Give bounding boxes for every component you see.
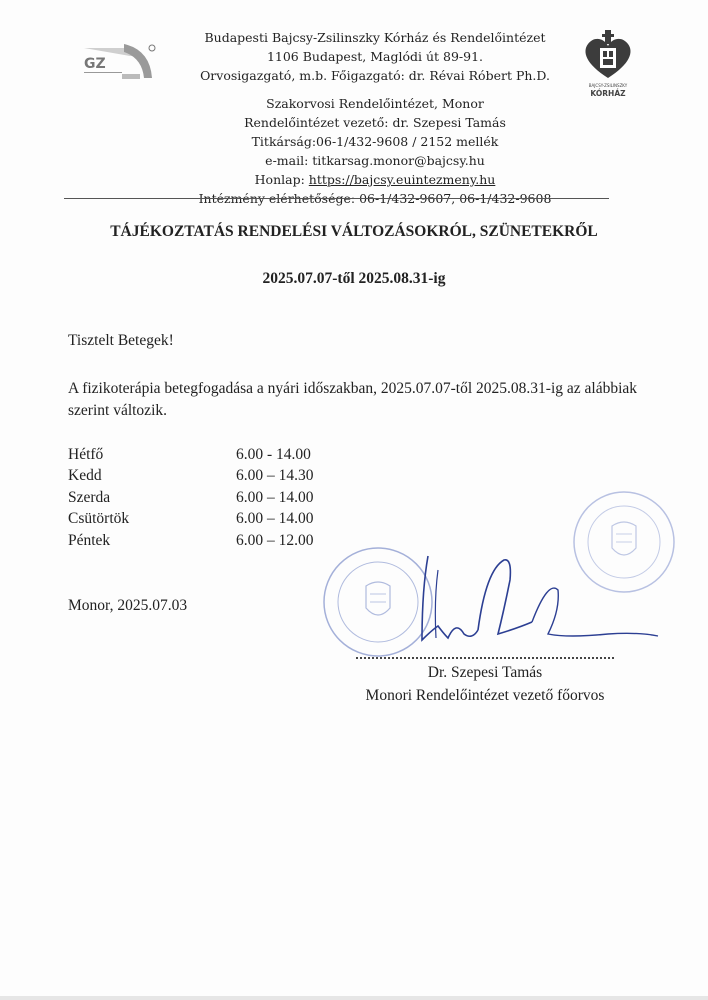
handwritten-signature <box>408 550 668 660</box>
header-divider <box>64 198 609 199</box>
schedule-row <box>68 509 314 531</box>
place-and-date: Monor, 2025.07.03 <box>68 597 188 614</box>
hospital-heart-logo <box>578 28 638 100</box>
organization-name: Budapesti Bajcsy-Zsilinszky Kórház és Rendelőintézet <box>204 30 546 45</box>
schedule-hours: 6.00 – 14.00 <box>236 510 314 528</box>
schedule-hours: 6.00 – 12.00 <box>236 531 314 549</box>
organization-address: 1106 Budapest, Maglódi út 89-91. <box>266 49 484 64</box>
gz-logo <box>80 42 158 82</box>
schedule-hours: 6.00 – 14.00 <box>236 488 314 506</box>
schedule-day: Kedd <box>68 467 102 485</box>
notice-period: 2025.07.07-től 2025.08.31-ig <box>262 270 446 287</box>
schedule-table <box>68 444 314 552</box>
website-label: Honlap: <box>254 172 309 187</box>
notice-title: TÁJÉKOZTATÁS RENDELÉSI VÁLTOZÁSOKRÓL, SZÜNETEKRŐL <box>110 223 598 240</box>
logo-small-text: BAJCSY-ZSILINSZKY <box>588 83 628 88</box>
schedule-hours: 6.00 – 14.30 <box>236 467 314 485</box>
greeting: Tisztelt Betegek! <box>68 332 174 349</box>
unit-name: Szakorvosi Rendelőintézet, Monor <box>266 96 484 111</box>
schedule-day: Hétfő <box>68 445 104 463</box>
contact-line: Intézmény elérhetősége: 06-1/432-9607, 06-1/432-9608 <box>198 191 552 206</box>
secretariat-phone: Titkárság:06-1/432-9608 / 2152 mellék <box>251 134 499 149</box>
signature-line <box>356 645 614 659</box>
schedule-row <box>68 530 314 552</box>
signer-title: Monori Rendelőintézet vezető főorvos <box>365 687 605 704</box>
schedule-row <box>68 444 314 466</box>
unit-head: Rendelőintézet vezető: dr. Szepesi Tamás <box>244 115 506 130</box>
logo-korhaz-text: KÓRHÁZ <box>590 89 626 98</box>
website-line <box>160 170 590 189</box>
scan-edge <box>0 996 708 1000</box>
schedule-hours: 6.00 - 14.00 <box>236 445 311 463</box>
email-line: e-mail: titkarsag.monor@bajcsy.hu <box>265 153 485 168</box>
schedule-row <box>68 466 314 488</box>
gz-logo-text: GZ <box>84 56 106 72</box>
letterhead <box>160 28 590 208</box>
schedule-day: Péntek <box>68 531 111 549</box>
website-link[interactable]: https://bajcsy.euintezmeny.hu <box>308 172 496 187</box>
schedule-row <box>68 487 314 509</box>
directors-line: Orvosigazgató, m.b. Főigazgató: dr. Révai Róbert Ph.D. <box>200 68 550 83</box>
schedule-day: Csütörtök <box>68 510 130 528</box>
signer-name: Dr. Szepesi Tamás <box>427 664 543 681</box>
schedule-day: Szerda <box>68 488 111 506</box>
notice-paragraph: A fizikoterápia betegfogadása a nyári időszakban, 2025.07.07-től 2025.08.31-ig az alábbiak szerint változik. <box>68 380 638 419</box>
